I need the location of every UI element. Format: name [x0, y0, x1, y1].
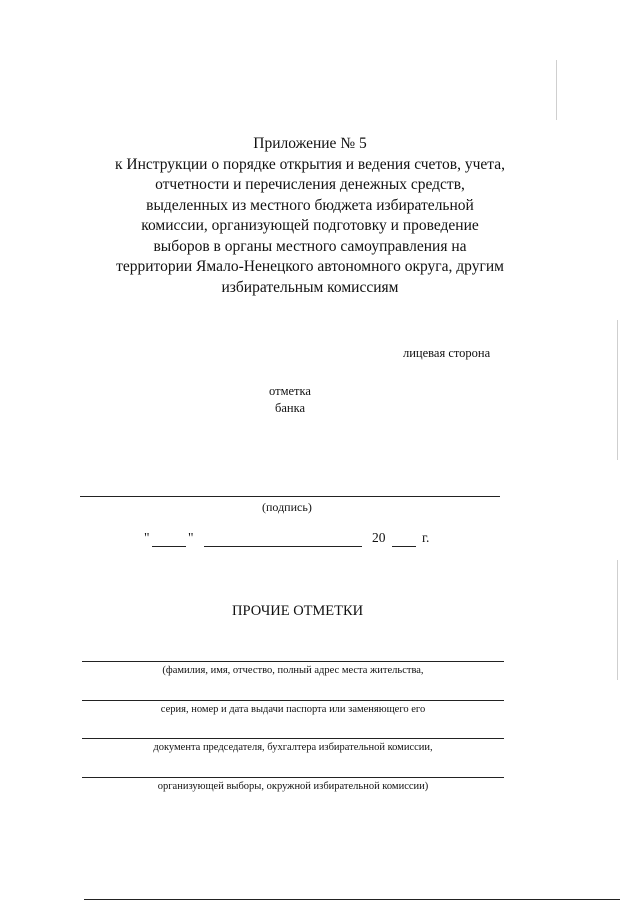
- date-row: [144, 530, 444, 550]
- header-line: комиссии, организующей подготовку и проведение: [141, 217, 479, 234]
- appendix-header: [60, 134, 560, 298]
- other-marks-title: ПРОЧИЕ ОТМЕТКИ: [232, 603, 364, 619]
- appendix-title: Приложение № 5: [253, 135, 367, 152]
- day-blank: [152, 546, 186, 547]
- field-caption: документа председателя, бухгалтера избирательной комиссии,: [153, 742, 433, 753]
- header-line: к Инструкции о порядке открытия и ведения счетов, учета,: [115, 155, 505, 173]
- scan-margin-mark: [617, 560, 618, 680]
- header-line: выделенных из местного бюджета избирательной: [146, 196, 474, 214]
- scan-margin-mark: [556, 60, 557, 120]
- year-suffix: г.: [422, 530, 430, 545]
- header-line: территории Ямало-Ненецкого автономного округа, другим: [116, 258, 504, 275]
- fill-line: [82, 661, 504, 662]
- fill-line: [82, 700, 504, 701]
- day-close-quote: ": [188, 530, 194, 545]
- header-line: избирательным комиссиям: [221, 278, 399, 296]
- bank-mark-label: [262, 383, 318, 417]
- month-blank: [204, 546, 362, 547]
- bottom-rule: [84, 899, 620, 900]
- year-prefix: 20: [372, 530, 386, 545]
- fill-line: [82, 777, 504, 778]
- year-blank: [392, 546, 416, 547]
- field-caption: (фамилия, имя, отчество, полный адрес места жительства,: [162, 665, 424, 676]
- header-line: выборов в органы местного самоуправления на: [153, 237, 467, 255]
- header-line: отчетности и перечисления денежных средств,: [155, 176, 465, 193]
- side-label: лицевая сторона: [403, 346, 491, 360]
- bank-mark-line-1: отметка: [269, 384, 311, 398]
- bank-mark-line-2: банка: [274, 401, 306, 415]
- field-caption: организующей выборы, окружной избирательной комиссии): [157, 781, 429, 792]
- signature-line: [80, 496, 500, 497]
- field-caption: серия, номер и дата выдачи паспорта или заменяющего его: [160, 704, 426, 715]
- scan-margin-mark: [617, 320, 618, 460]
- day-open-quote: ": [144, 530, 150, 545]
- signature-label: (подпись): [262, 500, 312, 514]
- fill-line: [82, 738, 504, 739]
